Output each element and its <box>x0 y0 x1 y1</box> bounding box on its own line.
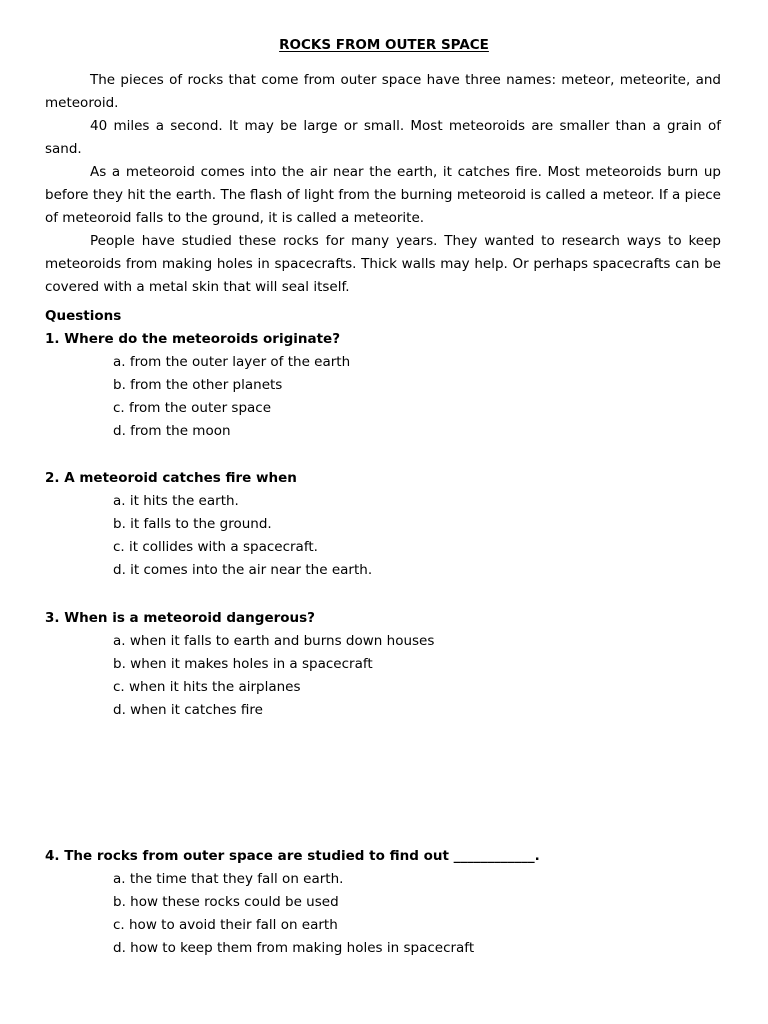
option: b. when it makes holes in a spacecraft <box>113 656 373 672</box>
option: c. from the outer space <box>113 400 272 416</box>
question-2: 2. A meteoroid catches fire when <box>45 470 297 486</box>
option: d. from the moon <box>113 423 231 439</box>
page-title: ROCKS FROM OUTER SPACE <box>279 37 489 53</box>
option: a. from the outer layer of the earth <box>113 354 351 370</box>
option: a. the time that they fall on earth. <box>113 871 344 887</box>
question-2-options <box>113 490 372 582</box>
option: a. it hits the earth. <box>113 493 239 509</box>
reading-passage <box>45 69 721 299</box>
option: d. it comes into the air near the earth. <box>113 562 373 578</box>
option: a. when it falls to earth and burns down houses <box>113 633 435 649</box>
option: c. how to avoid their fall on earth <box>113 917 338 933</box>
question-1: 1. Where do the meteoroids originate? <box>45 331 341 347</box>
passage-paragraph: People have studied these rocks for many years. They wanted to research ways to keep meteoroids from making holes in spacecrafts. Thick walls may help. Or perhaps spacecrafts can be covered with a metal skin that will seal itself. <box>45 233 721 295</box>
questions-heading: Questions <box>45 308 122 324</box>
question-1-options <box>113 351 350 443</box>
option: b. how these rocks could be used <box>113 894 339 910</box>
question-3: 3. When is a meteoroid dangerous? <box>45 610 316 626</box>
option: b. from the other planets <box>113 377 283 393</box>
option: c. when it hits the airplanes <box>113 679 301 695</box>
passage-paragraph: The pieces of rocks that come from outer space have three names: meteor, meteorite, and meteoroid. <box>45 72 721 111</box>
question-4: 4. The rocks from outer space are studied to find out ____________. <box>45 848 540 864</box>
option: c. it collides with a spacecraft. <box>113 539 318 555</box>
option: d. how to keep them from making holes in spacecraft <box>113 940 475 956</box>
question-4-options <box>113 868 474 960</box>
question-3-options <box>113 630 434 722</box>
passage-paragraph: 40 miles a second. It may be large or small. Most meteoroids are smaller than a grain of sand. <box>45 118 721 157</box>
passage-paragraph: As a meteoroid comes into the air near the earth, it catches fire. Most meteoroids burn up before they hit the earth. The flash of light from the burning meteoroid is called a meteor. If a piece of meteoroid falls to the ground, it is called a meteorite. <box>45 164 721 226</box>
option: b. it falls to the ground. <box>113 516 272 532</box>
option: d. when it catches fire <box>113 702 263 718</box>
